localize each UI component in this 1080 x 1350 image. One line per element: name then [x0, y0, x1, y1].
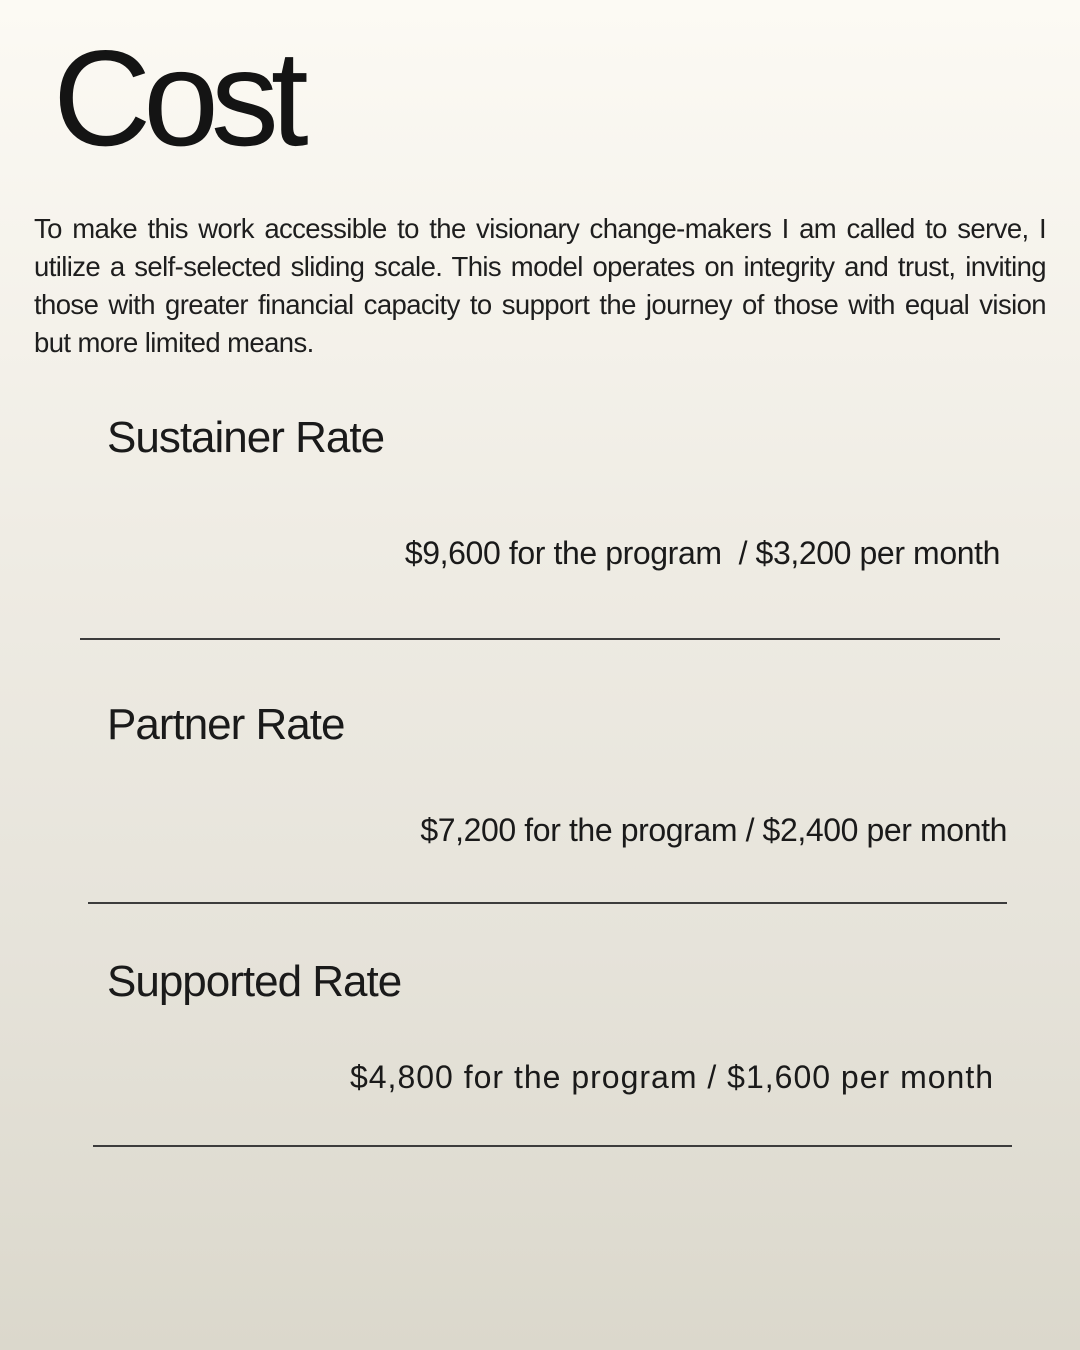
rate-name: Partner Rate — [107, 700, 345, 749]
rate-name: Sustainer Rate — [107, 413, 385, 462]
page-title: Cost — [53, 22, 301, 174]
divider — [88, 902, 1007, 904]
rate-price: $4,800 for the program / $1,600 per month — [349, 1059, 994, 1095]
divider — [93, 1145, 1012, 1147]
intro-paragraph: To make this work accessible to the visionary change-makers I am called to serve, I utilize a self-selected sliding scale. This model operates on integrity and trust, inviting those with greater financial capacity to support the journey of those with equal vision but more limited means. — [34, 213, 1046, 358]
rate-name: Supported Rate — [107, 957, 402, 1006]
rate-price: $7,200 for the program / $2,400 per month — [420, 812, 1007, 848]
rate-price: $9,600 for the program / $3,200 per month — [404, 535, 1000, 571]
divider — [80, 638, 1000, 640]
